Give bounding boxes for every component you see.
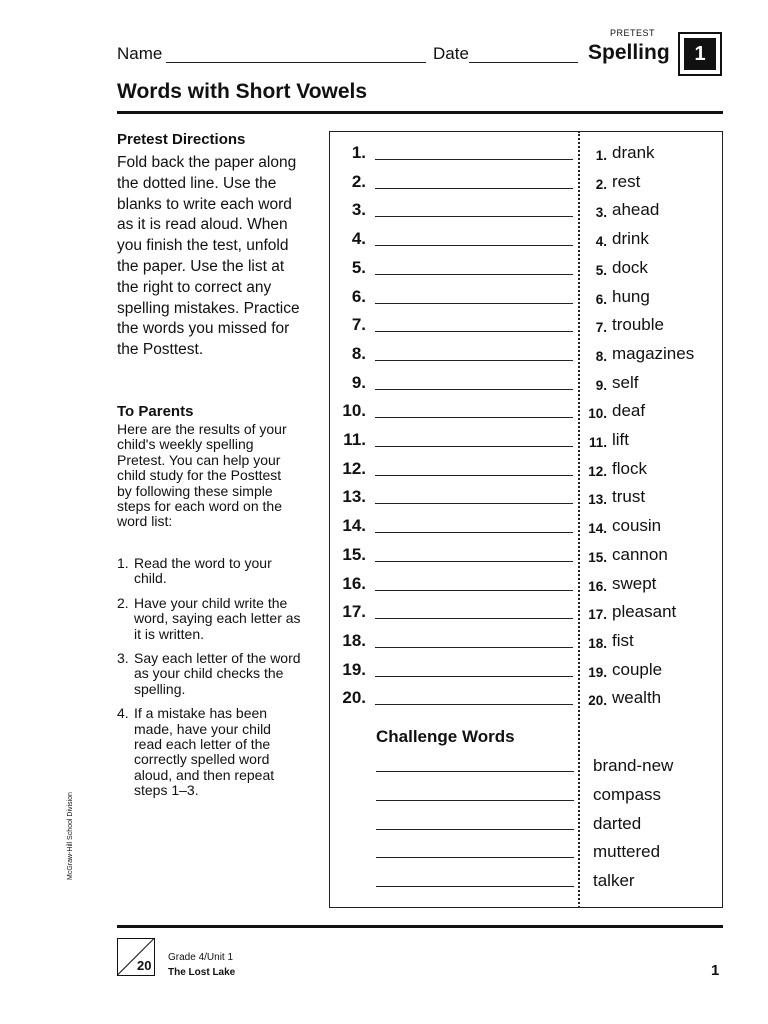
answer-number: 2. xyxy=(595,176,607,192)
answer-word: fist xyxy=(612,630,634,650)
answer-word: self xyxy=(612,372,639,392)
test-row xyxy=(336,373,573,393)
test-row xyxy=(336,602,573,622)
answer-blank[interactable] xyxy=(375,445,573,447)
answer-number: 11. xyxy=(588,435,607,450)
answer-number: 8. xyxy=(595,348,607,364)
test-row xyxy=(336,229,573,249)
name-blank[interactable] xyxy=(166,46,426,63)
test-row xyxy=(336,430,573,450)
row-number: 4. xyxy=(351,229,366,249)
row-number: 7. xyxy=(351,315,366,335)
side-credit: McGraw-Hill School Division xyxy=(67,792,74,880)
grade-unit: Grade 4/Unit 1 xyxy=(168,952,234,963)
answer-key-item xyxy=(582,200,659,220)
answer-key-item xyxy=(582,574,656,594)
row-number: 9. xyxy=(351,372,366,392)
row-number: 1. xyxy=(351,143,366,162)
row-number: 11. xyxy=(343,430,366,449)
answer-number: 10. xyxy=(588,406,607,422)
row-number: 17. xyxy=(342,602,366,622)
step-item: 1. Read the word to your child. xyxy=(117,555,272,587)
answer-key-item xyxy=(582,401,645,421)
answer-word: ahead xyxy=(612,200,660,220)
answer-blank[interactable] xyxy=(375,273,573,275)
answer-key-item xyxy=(582,430,629,450)
row-number: 12. xyxy=(342,458,366,478)
row-number: 13. xyxy=(342,487,366,507)
directions-heading: Pretest Directions xyxy=(117,131,246,148)
answer-key-item xyxy=(582,172,640,192)
challenge-blank[interactable] xyxy=(376,770,574,772)
challenge-heading: Challenge Words xyxy=(376,727,515,746)
answer-number: 14. xyxy=(588,521,607,537)
answer-blank[interactable] xyxy=(375,158,573,160)
answer-word: magazines xyxy=(612,343,695,363)
page-title: Words with Short Vowels xyxy=(117,80,368,103)
answer-word: cousin xyxy=(612,516,662,536)
answer-blank[interactable] xyxy=(375,531,573,533)
answer-key-item xyxy=(582,487,645,507)
answer-blank[interactable] xyxy=(375,359,573,361)
step-item: 3. Say each letter of the word as your child checks the spelling. xyxy=(117,650,301,697)
answer-blank[interactable] xyxy=(375,589,573,591)
step-item: 2. Have your child write the word, saying each letter as it is written. xyxy=(117,594,301,642)
answer-key-item xyxy=(582,258,648,278)
parents-heading: To Parents xyxy=(117,403,194,420)
test-row xyxy=(336,287,573,307)
pretest-label: PRETEST xyxy=(610,28,656,38)
test-row xyxy=(336,545,573,565)
test-row xyxy=(336,516,573,536)
answer-key-item xyxy=(582,602,676,622)
test-row xyxy=(336,315,573,335)
answer-number: 20. xyxy=(588,693,607,709)
unit-badge xyxy=(678,32,722,76)
answer-blank[interactable] xyxy=(375,675,573,677)
answer-word: flock xyxy=(612,458,647,478)
challenge-word: compass xyxy=(593,784,662,804)
answer-key-item xyxy=(582,143,655,163)
title-rule xyxy=(117,111,723,114)
challenge-blank[interactable] xyxy=(376,828,574,830)
fold-line xyxy=(578,131,580,908)
page-box xyxy=(117,938,155,976)
answer-key-item xyxy=(582,688,661,708)
test-row xyxy=(336,574,573,594)
answer-blank[interactable] xyxy=(375,187,573,189)
row-number: 5. xyxy=(351,257,366,277)
challenge-blank[interactable] xyxy=(376,856,574,858)
test-row xyxy=(336,688,573,708)
answer-number: 7. xyxy=(595,320,607,336)
answer-word: hung xyxy=(612,286,650,306)
answer-number: 19. xyxy=(588,664,607,680)
answer-key-item xyxy=(582,660,662,680)
answer-blank[interactable] xyxy=(375,560,573,562)
parents-intro: Here are the results of your child's weekly spelling Pretest. You can help your child study for the Posttest by following these simple steps for each word on the word list: xyxy=(117,421,287,530)
answer-key-item xyxy=(582,287,650,307)
answer-blank[interactable] xyxy=(375,215,573,217)
challenge-word: darted xyxy=(593,813,642,833)
test-row xyxy=(336,631,573,651)
test-row xyxy=(336,172,573,192)
answer-number: 9. xyxy=(595,377,607,393)
answer-blank[interactable] xyxy=(375,617,573,619)
test-row xyxy=(336,344,573,364)
footer-rule xyxy=(117,925,723,928)
answer-number: 16. xyxy=(588,578,607,594)
test-row xyxy=(336,200,573,220)
answer-number: 18. xyxy=(588,635,607,651)
answer-key-item xyxy=(582,373,638,393)
date-blank[interactable] xyxy=(469,46,578,63)
row-number: 10. xyxy=(342,401,366,421)
page-number: 1 xyxy=(711,962,720,979)
row-number: 18. xyxy=(342,630,366,650)
test-row xyxy=(336,401,573,421)
answer-blank[interactable] xyxy=(375,244,573,246)
answer-word: drank xyxy=(612,143,655,162)
answer-word: swept xyxy=(612,573,657,593)
answer-blank[interactable] xyxy=(375,646,573,648)
challenge-word: talker xyxy=(593,871,635,891)
answer-key-item xyxy=(582,545,668,565)
answer-key-item xyxy=(582,459,647,479)
answer-blank[interactable] xyxy=(375,302,573,304)
answer-blank[interactable] xyxy=(375,703,573,705)
answer-number: 12. xyxy=(588,463,607,479)
answer-number: 17. xyxy=(588,607,607,623)
answer-word: pleasant xyxy=(612,602,677,622)
story-title: The Lost Lake xyxy=(168,967,236,978)
answer-key-item xyxy=(582,516,661,536)
row-number: 16. xyxy=(342,573,366,593)
test-row xyxy=(336,459,573,479)
answer-word: wealth xyxy=(612,688,662,708)
name-label: Name xyxy=(117,44,163,63)
row-number: 15. xyxy=(342,544,366,564)
spelling-label: Spelling xyxy=(588,41,670,64)
answer-blank[interactable] xyxy=(375,388,573,390)
answer-word: rest xyxy=(612,171,641,191)
test-row xyxy=(336,487,573,507)
answer-blank[interactable] xyxy=(375,330,573,332)
test-row xyxy=(336,258,573,278)
challenge-word: brand-new xyxy=(593,756,674,775)
answer-number: 1. xyxy=(595,148,607,163)
answer-number: 3. xyxy=(595,205,607,221)
challenge-word: muttered xyxy=(593,842,661,862)
test-row xyxy=(336,660,573,680)
answer-word: lift xyxy=(612,430,629,449)
answer-word: cannon xyxy=(612,544,668,564)
answer-key-item xyxy=(582,229,649,249)
answer-number: 5. xyxy=(595,262,607,278)
answer-word: trust xyxy=(612,487,646,507)
row-number: 14. xyxy=(342,516,366,536)
answer-number: 4. xyxy=(595,234,607,250)
challenge-blank[interactable] xyxy=(376,799,574,801)
answer-number: 6. xyxy=(595,291,607,307)
row-number: 19. xyxy=(342,659,366,679)
directions-text: Fold back the paper along the dotted line. Use the blanks to write each word as it is read aloud. When you finish the test, unfold the paper. Use the list at the right to correct any spelling mistakes. Practice the words you missed for the Posttest. xyxy=(117,154,300,359)
answer-key-item xyxy=(582,315,664,335)
answer-key-item xyxy=(582,631,634,651)
answer-number: 13. xyxy=(588,492,607,508)
test-row xyxy=(336,143,573,163)
answer-word: couple xyxy=(612,659,663,679)
page-box-number: 20 xyxy=(137,958,152,973)
row-number: 8. xyxy=(351,343,366,363)
parents-steps xyxy=(117,556,302,808)
row-number: 6. xyxy=(351,286,366,306)
challenge-blank[interactable] xyxy=(376,885,574,887)
answer-word: dock xyxy=(612,257,648,277)
row-number: 3. xyxy=(351,200,366,220)
answer-word: deaf xyxy=(612,401,646,421)
answer-blank[interactable] xyxy=(375,474,573,476)
answer-number: 15. xyxy=(588,549,607,565)
answer-blank[interactable] xyxy=(375,502,573,504)
row-number: 20. xyxy=(342,688,366,708)
answer-blank[interactable] xyxy=(375,416,573,418)
answer-word: drink xyxy=(612,229,649,249)
answer-key-item xyxy=(582,344,694,364)
row-number: 2. xyxy=(351,171,366,191)
date-label: Date xyxy=(433,44,469,63)
unit-number: 1 xyxy=(684,38,716,70)
answer-word: trouble xyxy=(612,315,664,335)
step-item: 4. If a mistake has been made, have your child read each letter of the correctly spelled word aloud, and then repeat steps 1–3. xyxy=(117,705,275,799)
